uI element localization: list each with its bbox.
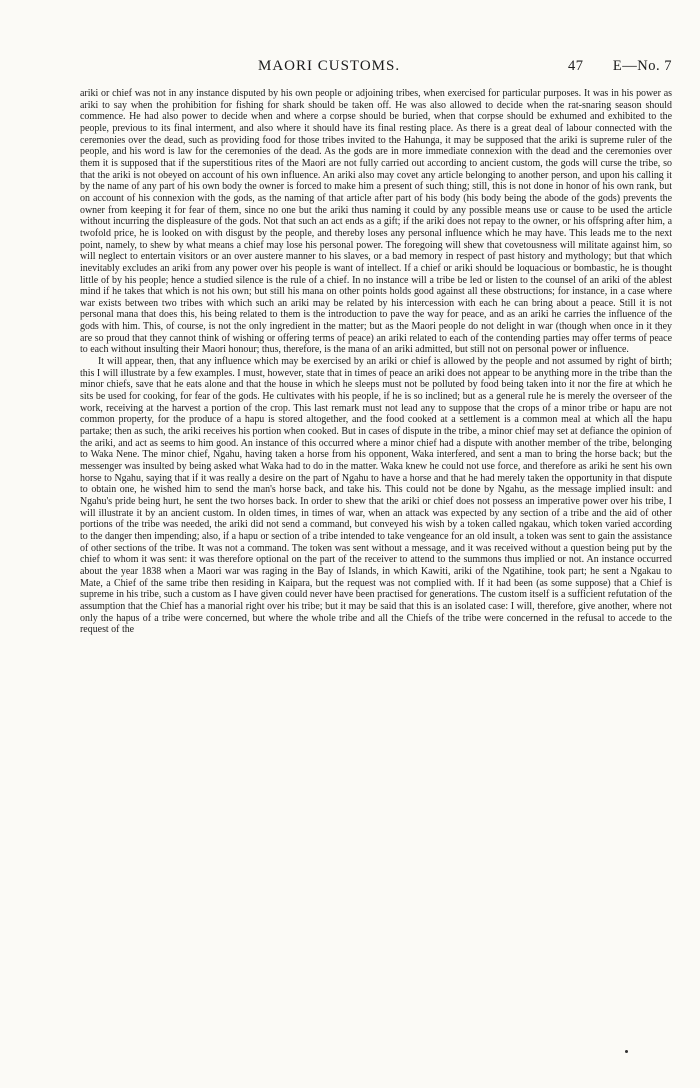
page-header — [80, 58, 672, 78]
page-number: 47 — [568, 58, 584, 74]
paragraph-1: ariki or chief was not in any instance disputed by his own people or adjoining tribes, when exercised for particular purposes. It was in his power as ariki to say when the prohibition for fishing for shark should be taken off. He was also allowed to decide when the rat-snaring season should commence. He had also power to decide when and where a corpse should be buried, when that corpse should be exhumed and exhibited to the people, previous to its final interment, and also where it should have its final resting place. As there is a great deal of labour connected with the ceremonies over the dead, such as providing food for those tribes invited to the Hahunga, it may be supposed that the ariki is supreme ruler of the people, and his word is law for the ceremonies of the dead. As the gods are in more immediate connexion with the dead and the ceremonies over them it is supposed that if the superstitious rites of the Maori are not fully carried out according to ancient custom, the gods will curse the tribe, so that the ariki is not obeyed on account of his own influence. An ariki also may covet any article belonging to another person, and upon his calling it by the name of any part of his own body the owner is forced to make him a present of such thing; still, this is not done in honor of his own rank, but on account of his connexion with the gods, as the naming of that article after part of his body (his body being the abode of the gods) prevents the owner from keeping it for fear of them, since no one but the ariki thus naming it could by any possible means use or cause to be used the article without incurring the displeasure of the gods. Not that such an act ends as a gift; if the ariki does not repay to the owner, or his offspring after him, a twofold price, he is looked on with disgust by the people, and thereby loses any personal influence which he may have. This leads me to the next point, namely, to shew by what means a chief may lose his personal power. The foregoing will shew that covetousness will militate against him, so will neglect to entertain visitors or an over austere manner to his slaves, or a bad memory in respect of past history and mythology; but that which inevitably excludes an ariki from any power over his people is want of intellect. If a chief or ariki should be loquacious or bombastic, he is thought little of by his people; hence a studied silence is the rule of a chief. In no instance will a tribe be led or listen to the counsel of an ariki of the ablest mind if he takes that which is not his own; but still his mana on other points holds good against all these obstructions; for instance, in a case where war exists between two tribes with which such an ariki may be related by his intercession with each he can bring about a peace. Still it is not personal mana that does this, his being related to them is the introduction to pave the way for peace, and as an ariki he carries the influence of the gods with him. This, of course, is not the only ingredient in the matter; but as the Maori people do not delight in war (though when once in it they are so proud that they cannot think of wishing or offering terms of peace) an ariki related to each of the contending parties may offer terms of peace to each without insulting their Maori honour; thus, therefore, is the mana of an ariki admitted, but still not on personal power or influence. — [80, 88, 672, 356]
series-number: E—No. 7 — [612, 58, 672, 74]
running-title: MAORI CUSTOMS. — [258, 58, 401, 74]
print-mark — [625, 1050, 628, 1053]
body-text — [80, 88, 672, 636]
paragraph-2: It will appear, then, that any influence which may be exercised by an ariki or chief is allowed by the people and not assumed by right of birth; this I will illustrate by a few examples. I must, however, state that in times of peace an ariki does not appear to be anything more in the tribe than the minor chiefs, save that he eats alone and that the house in which he sleeps must not be polluted by food being taken into it nor the fire at which he sits be used for cooking, for fear of the gods. He cultivates with his people, if he is so inclined; but as a general rule he is merely the overseer of the work, receiving at the harvest a portion of the crop. This last remark must not lead any to suppose that the crops of a minor tribe or hapu are not common property, for the produce of a hapu is stored altogether, and the food cooked at a settlement is a common meal at which all the hapu partake; then as such, the ariki receives his portion when cooked. But in cases of dispute in the tribe, a minor chief may set at defiance the opinion of the ariki, and act as seems to him good. An instance of this occurred where a minor chief had a dispute with another member of the tribe, belonging to Waka Nene. The minor chief, Ngahu, having taken a horse from his opponent, Waka interfered, and sent a man to bring the horse back; but the messenger was insulted by being asked what Waka had to do in the matter. Waka knew he could not use force, and therefore as ariki he sent his own horse to Ngahu, saying that if it was really a desire on the part of Ngahu to have a horse and that he had merely taken the opportunity in that dispute to obtain one, he wished him to send the man's horse back, and take his. This could not be done by Ngahu, as the message implied insult: and Ngahu's pride being hurt, he sent the two horses back. In order to shew that the ariki or chief does not possess an imperative power over his tribe, I will illustrate it by an ancient custom. In olden times, in times of war, when an attack was expected by any section of a tribe and the aid of other portions of the tribe was needed, the ariki did not send a command, but conveyed his wish by a token called ngakau, which token varied according to the danger then impending; also, if a hapu or section of a tribe intended to take vengeance for an old insult, a token was sent to gain the assistance of other sections of the tribe. It was not a command. The token was sent without a message, and it was received without a question being put by the chief to whom it was sent: it was therefore optional on the part of the receiver to attend to the summons thus implied or not. An instance occurred about the year 1838 when a Maori war was raging in the Bay of Islands, in which Kawiti, ariki of the Ngatihine, took part; he sent a Ngakau to Mate, a Chief of the same tribe then residing in Kaipara, but the request was not complied with. If it had been (as some suppose) that a Chief is supreme in his tribe, such a custom as I have given could never have been practised for generations. The custom itself is a sufficient refutation of the assumption that the Chief has a manorial right over his tribe; but it may be said that this is an isolated case: I will, therefore, give another, where not only the hapus of a tribe were concerned, but where the whole tribe and all the Chiefs of the tribe were concerned in the refusal to accede to the request of the — [80, 356, 672, 636]
